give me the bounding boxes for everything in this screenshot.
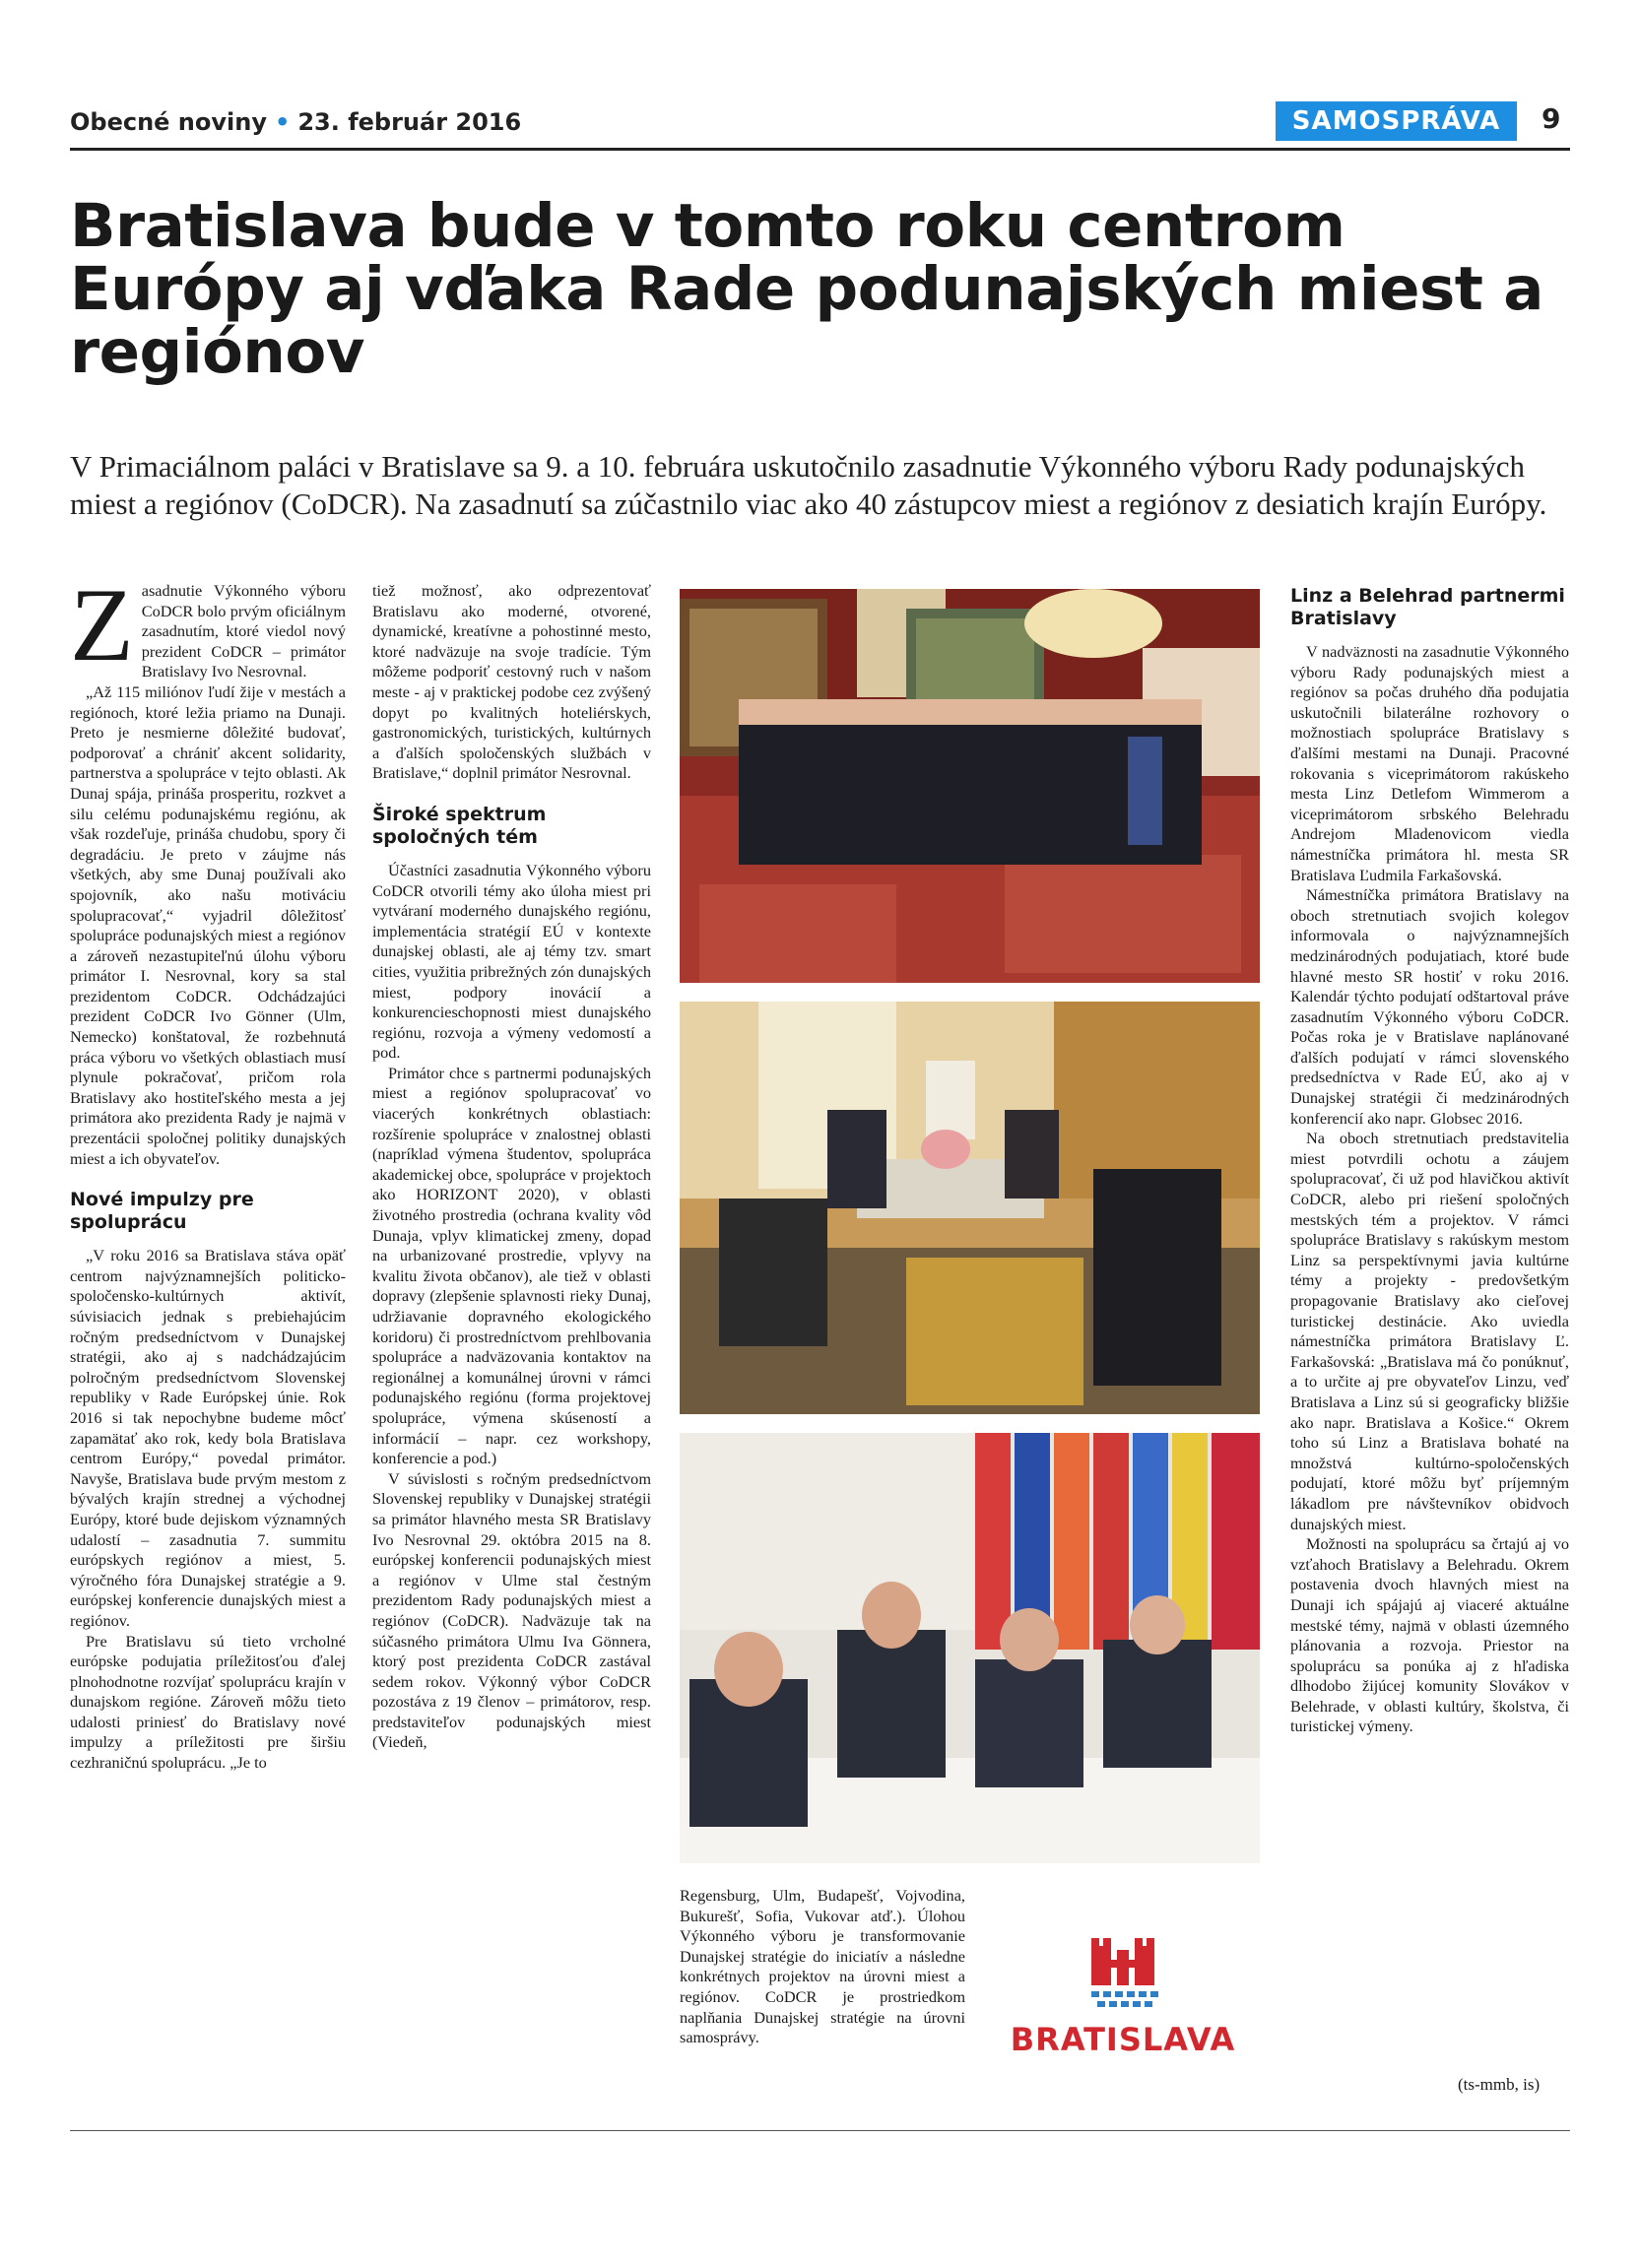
paragraph <box>70 567 346 682</box>
paragraph: Námestníčka primátora Bratislavy na oboch stretnutiach svojich kolegov informovala o najvýznamnejších medzinárodných podujatiach, ktoré bude hlavné mesto SR hostiť v roku 2016. Kalendár týchto podujatí odštartoval práve zasadnutím Výkonného výboru CoDCR. Počas roka je v Bratislave naplánované ďalších podujatí v rámci slovenského predsedníctva v Rade EÚ, ako aj v Dunajskej stratégii či medzinárodných konferencií ako napr. Globsec 2016. <box>1290 885 1569 1128</box>
bratislava-logo <box>995 1930 1251 2078</box>
paragraph: tiež možnosť, ako odprezentovať Bratislavu ako moderné, otvorené, dynamické, kreatívne a pohostinné mesto, ktoré nadväzuje na svoje tradície. Tým môžeme podporiť cestovný ruch v našom meste - aj v praktickej podobe cez zvýšený dopyt po kvalitných hoteliérskych, gastronomických, turistických, kultúrnych a ďalších spoločenských službách v Bratislave,“ doplnil primátor Nesrovnal. <box>372 581 651 783</box>
conference-photo-image <box>680 1433 1260 1863</box>
paragraph: Pre Bratislavu sú tieto vrcholné európske podujatia príležitosťou ďalej plnohodnotne rozvíjať spoluprácu krajín v dunajskom regióne. Zároveň môžu tieto udalosti priniesť do Bratislavy nové impulzy a príležitosti pre širšiu cezhraničnú spoluprácu. „Je to <box>70 1631 346 1773</box>
paragraph: Účastníci zasadnutia Výkonného výboru CoDCR otvorili témy ako úloha miest pri vytváraní moderného dunajského regiónu, implementácia stratégií EÚ v kontexte dunajskej oblasti, ale aj témy tzv. smart cities, využitia pribrežných zón dunajských miest, podpory inovácií a konkurencieschopnosti miest dunajského regiónu, rozvoja a výmeny vedomostí a pod. <box>372 860 651 1063</box>
drop-cap: Z <box>70 567 134 682</box>
text-column-4 <box>1290 585 1569 1737</box>
meeting-photo <box>680 1002 1260 1414</box>
paragraph: V nadväznosti na zasadnutie Výkonného výboru Rady podunajských miest a regiónov sa počas druhého dňa podujatia uskutočnili bilaterálne rozhovory o možnostiach spolupráce Bratislavy s ďalšími mestami na Dunaji. Pracovné rokovania s viceprimátorom rakúskeho mesta Linz Detlefom Wimmerom a viceprimátorom srbského Belehradu Andrejom Mladenovicom viedla námestníčka primátora hl. mesta SR Bratislava Ľudmila Farkašovská. <box>1290 642 1569 884</box>
subheading-linz-belehrad: Linz a Belehrad partnermi Bratislavy <box>1290 585 1565 629</box>
separator-dot: • <box>274 108 291 136</box>
text-column-2 <box>372 581 651 1753</box>
footer-divider <box>70 2130 1570 2131</box>
logo-text: BRATISLAVA <box>1010 2021 1236 2058</box>
header-divider <box>70 148 1570 151</box>
subheading-siroke-spektrum: Široké spektrum spoločných tém <box>372 803 547 848</box>
section-label: SAMOSPRÁVA <box>1276 101 1517 141</box>
bratislava-castle-icon <box>995 1930 1251 2019</box>
paragraph: Primátor chce s partnermi podunajských miest a regiónov spolupracovať vo viacerých konkrétnych oblastiach: rozšírenie spolupráce v znalostnej oblasti (napríklad výmena študentov, spolupráca akademickej obce, spolupráce v projektoch ako HORIZONT 2020), v oblasti životného prostredia (ochrana kvality vôd Dunaja, vplyv klimatickej zmeny, dopad na urbanizované prostredie, vplyvy na kvalitu života občanov), ale tiež v oblasti dopravy (zlepšenie splavnosti rieky Dunaj, udržiavanie dopravného ekologického koridoru) či prostredníctvom prehlbovania spolupráce a nadväzovania kontaktov na regionálnej a komunálnej úrovni v rámci podunajského regiónu (forma projektovej spolupráce, výmena skúseností a informácií – napr. cez workshopy, konferencie a pod.) <box>372 1063 651 1468</box>
paragraph: Možnosti na spoluprácu sa črtajú aj vo vzťahoch Bratislavy a Belehradu. Okrem postavenia dvoch hlavných miest na Dunaji ich spájajú aj viaceré aktuálne mestské témy, najmä v oblasti územného plánovania a rozvoja. Priestor na spoluprácu sa ponúka aj z hľadiska dlhodobo žijúcej komunity Slovákov v Belehrade, v oblasti kultúry, školstva, či turistickej výmeny. <box>1290 1534 1569 1736</box>
subheading-nove-impulzy: Nové impulzy pre spoluprácu <box>70 1189 254 1234</box>
paragraph: Na oboch stretnutiach predstavitelia miest potvrdili ochotu a záujem spolupracovať, či už pod hlavičkou aktivít CoDCR, alebo pri riešení spoločných mestských tém a projektov. V rámci spolupráce Bratislavy s rakúskym mestom Linz sa perspektívnymi javia kultúrne témy a projekty - predovšetkým propagovanie Bratislavy ako cieľovej turistickej destinácie. Ako uviedla námestníčka primátora Bratislavy Ľ. Farkašovská: „Bratislava má čo ponúknuť, a to určite aj pre obyvateľov Linzu, veď Bratislava a Linz sú si geograficky bližšie ako napr. Bratislava a Košice.“ Okrem toho sú Linz a Bratislava bohaté na množstvá kultúrno-spoločenských podujatí, ktoré môžu byť príjemným lákadlom pre návštevníkov obidvoch dunajských miest. <box>1290 1129 1569 1533</box>
text-column-3: Regensburg, Ulm, Budapešť, Vojvodina, Bukurešť, Sofia, Vukovar atď.). Úlohou Výkonného výboru je transformovanie Dunajskej stratégie do iniciatív a následne konkrétnych projektov na úrovni miest a regiónov. CoDCR je prostriedkom naplňania Dunajskej stratégie na úrovni samosprávy. <box>680 1886 965 2047</box>
issue-date: 23. február 2016 <box>297 108 522 136</box>
meeting-photo-image <box>680 1002 1260 1414</box>
page-number: 9 <box>1542 102 1561 135</box>
publication-name: Obecné noviny <box>70 108 267 136</box>
author-signature: (ts-mmb, is) <box>1458 2075 1541 2094</box>
paragraph: „Až 115 miliónov ľudí žije v mestách a regiónoch, ktoré ležia priamo na Dunaji. Preto je nesmierne dôležité budovať, podporovať a chrániť akcent solidarity, partnerstva a spolupráce v tejto oblasti. Ak Dunaj spája, prináša prosperitu, rozkvet a silu celému podunajskému regiónu, ak však rozdeľuje, prináša chudobu, spory či degradáciu. Je preto v záujme nás všetkých, aby sme Dunaj používali ako spojovník, ako našu motiváciu spolupracovať,“ vyjadril dôležitosť spolupráce podunajských miest a regiónov a zároveň nezastupiteľnú úlohu výboru primátor I. Nesrovnal, kory sa stal prezidentom CoDCR. Odchádzajúci prezident CoDCR Ivo Gönner (Ulm, Nemecko) konštatoval, že rozbehnutá práca výboru vo všetkých oblastiach musí plynule pokračovať, pričom rola Bratislavy ako hostiteľského mesta a jej primátora ako prezidenta Rady je najmä v prezentácii spoločnej politiky dunajských miest a ich obyvateľov. <box>70 681 346 1168</box>
article-lead: V Primaciálnom paláci v Bratislave sa 9. a 10. februára uskutočnilo zasadnutie Výkonného výboru Rady podunajských miest a regiónov (CoDCR). Na zasadnutí sa zúčastnilo viac ako 40 zástupcov miest a regiónov z desiatich krajín Európy. <box>70 449 1547 521</box>
conference-photo <box>680 1433 1260 1863</box>
text-column-1 <box>70 567 346 1774</box>
paragraph: V súvislosti s ročným predsedníctvom Slovenskej republiky v Dunajskej stratégii sa primátor hlavného mesta SR Bratislavy Ivo Nesrovnal 29. októbra 2015 na 8. európskej konferencii podunajských miest a regiónov v Ulme stal čestným prezidentom Rady podunajských miest a regiónov (CoDCR). Nadväzuje tak na súčasného primátora Ulmu Iva Gönnera, ktorý post prezidenta CoDCR zastával sedem rokov. Výkonný výbor CoDCR pozostáva z 19 členov – primátorov, resp. predstaviteľov podunajských miest (Viedeň, <box>372 1468 651 1752</box>
paragraph-text: asadnutie Výkonného výboru CoDCR bolo prvým oficiálnym zasadnutím, ktoré viedol nový prezident CoDCR – primátor Bratislavy Ivo Nesrovnal. <box>141 581 346 681</box>
group-photo <box>680 589 1260 983</box>
article-headline: Bratislava bude v tomto roku centrom Európy aj vďaka Rade podunajských miest a regiónov <box>70 191 1543 387</box>
group-photo-image <box>680 589 1260 983</box>
publication-header <box>70 108 521 136</box>
paragraph: „V roku 2016 sa Bratislava stáva opäť centrom najvýznamnejších politicko-spoločensko-kultúrnych aktivít, súvisiacich jednak s prebiehajúcim ročným predsedníctvom v Dunajskej stratégii, ako aj s nadchádzajúcim polročným predsedníctvom Slovenskej republiky v Rade Európskej únie. Rok 2016 si tak nepochybne budeme môcť zapamätať ako rok, kedy bola Bratislava centrom Európy,“ povedal primátor. Navyše, Bratislava bude prvým mestom z bývalých krajín strednej a východnej Európy, ktoré bude dejiskom významných udalostí – zasadnutia 7. summitu európskych regiónov a miest, 5. výročného fóra Dunajskej stratégie a 9. európskej konferencie dunajských miest a regiónov. <box>70 1246 346 1630</box>
